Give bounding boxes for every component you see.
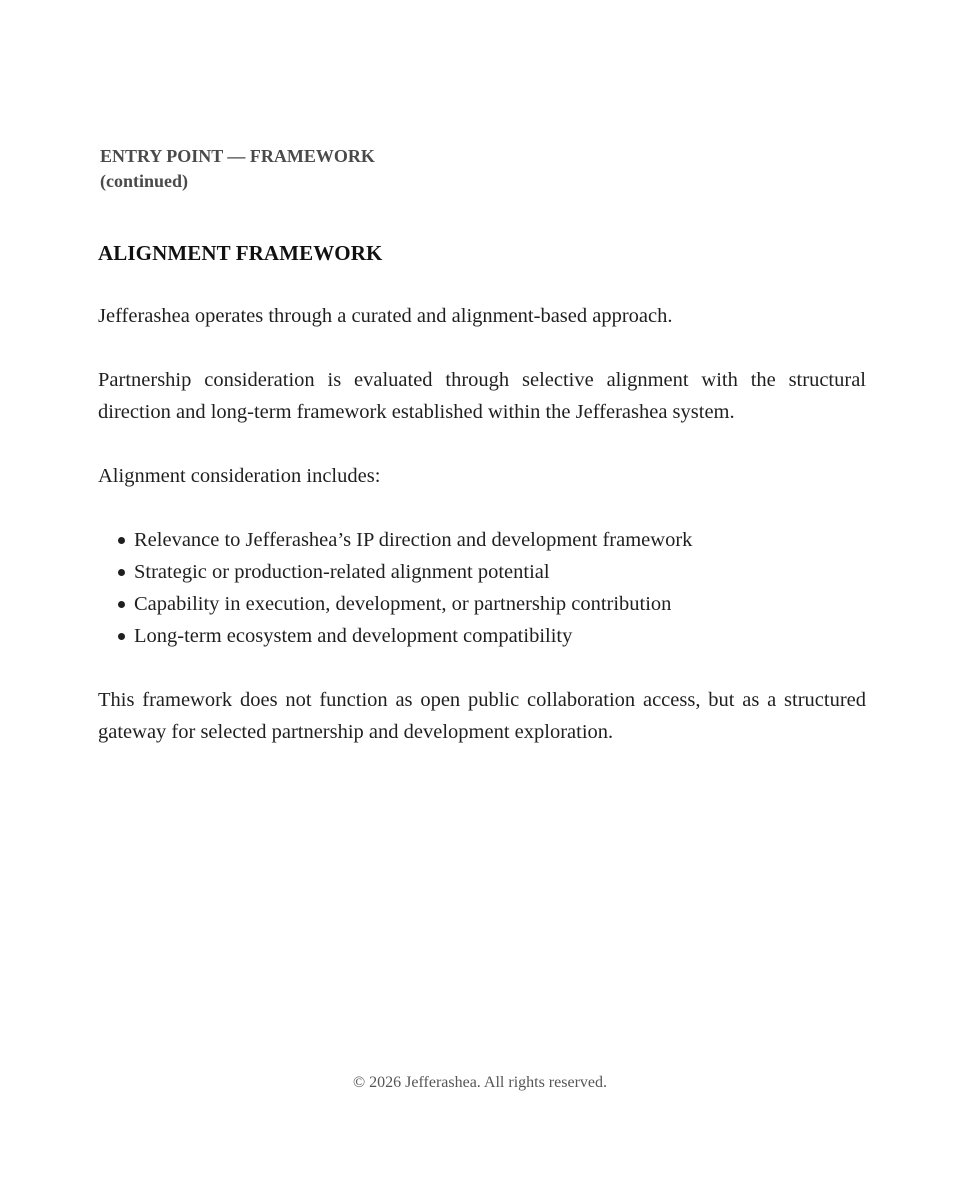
- copyright-footer: © 2026 Jefferashea. All rights reserved.: [352, 1074, 607, 1091]
- list-item-text: Capability in execution, development, or partnership contribution: [134, 593, 672, 615]
- header-title: ENTRY POINT — FRAMEWORK: [100, 146, 375, 166]
- bullet-icon: [118, 601, 125, 608]
- intro-paragraph: Jefferashea operates through a curated and alignment-based approach.: [98, 305, 673, 327]
- section-heading: ALIGNMENT FRAMEWORK: [98, 241, 383, 265]
- list-item-text: Long-term ecosystem and development compatibility: [134, 625, 573, 647]
- list-item: [98, 620, 866, 652]
- list-item-text: Relevance to Jefferashea’s IP direction and development framework: [134, 529, 693, 551]
- bullet-icon: [118, 537, 125, 544]
- bullet-icon: [118, 633, 125, 640]
- list-item-text: Strategic or production-related alignment potential: [134, 561, 550, 583]
- section-body: [98, 300, 866, 780]
- closing-paragraph: This framework does not function as open public collaboration access, but as a structured gateway for selected partnership and development exploration.: [98, 689, 866, 743]
- partnership-paragraph: Partnership consideration is evaluated through selective alignment with the structural direction and long-term framework established within the Jefferashea system.: [98, 369, 866, 423]
- header-subtitle: (continued): [100, 171, 189, 191]
- page-header: [100, 144, 375, 194]
- list-intro-paragraph: Alignment consideration includes:: [98, 465, 381, 487]
- list-item: [98, 524, 866, 556]
- bullet-icon: [118, 569, 125, 576]
- list-item: [98, 556, 866, 588]
- document-page: [98, 0, 866, 1200]
- alignment-criteria-list: [98, 524, 866, 652]
- list-item: [98, 588, 866, 620]
